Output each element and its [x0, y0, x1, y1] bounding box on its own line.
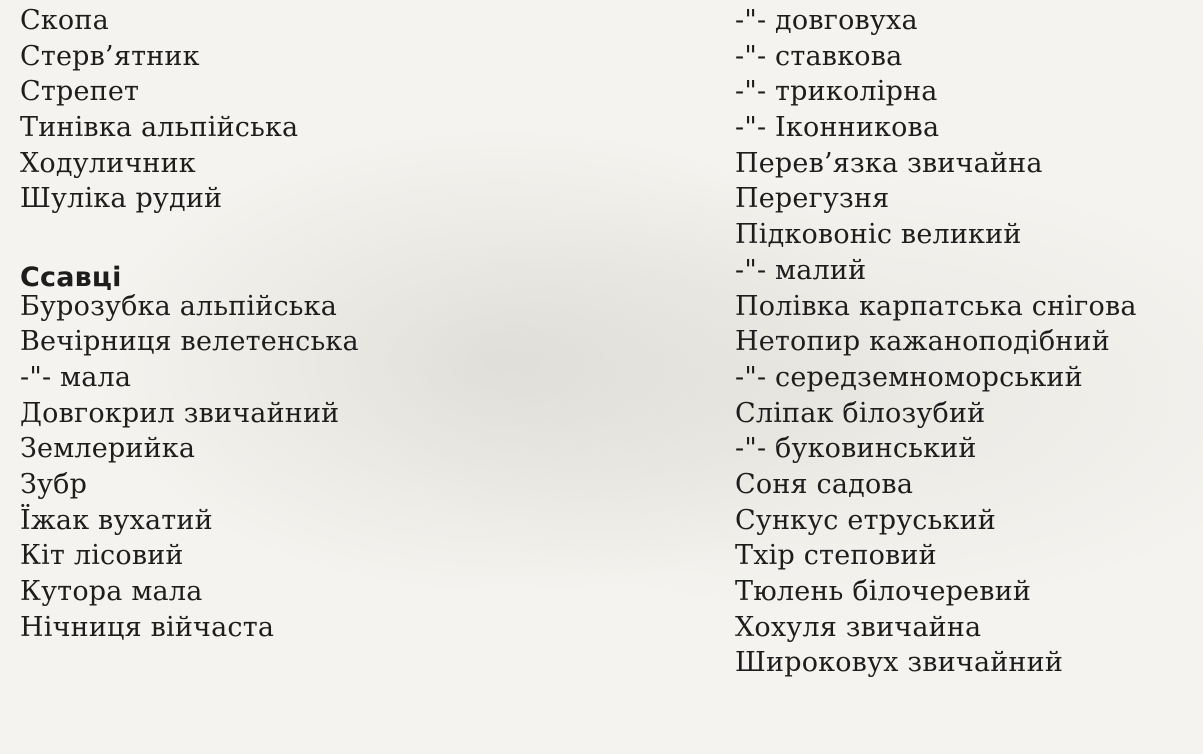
right-species-column: [735, 3, 1137, 681]
list-item: Ходуличник: [20, 147, 196, 179]
list-item: Тхір степовий: [735, 540, 937, 572]
section-gap: [20, 217, 359, 253]
list-item: Кутора мала: [20, 576, 203, 607]
list-item: Сліпак білозубий: [735, 397, 986, 429]
list-item: Нічниця війчаста: [20, 611, 275, 643]
list-item: Бурозубка альпійська: [20, 290, 338, 322]
list-item: Вечірниця велетенська: [20, 326, 359, 358]
list-item: Сункус етруський: [735, 504, 996, 536]
list-item: Скопа: [20, 5, 109, 36]
list-item: -"- малий: [735, 254, 867, 286]
list-item: Хохуля звичайна: [735, 611, 982, 643]
list-item: -"- триколірна: [735, 76, 938, 108]
list-item: -"- мала: [20, 361, 132, 393]
list-item: Кіт лісовий: [20, 540, 184, 572]
list-item: -"- середземноморський: [735, 361, 1083, 393]
list-item: -"- буковинський: [735, 433, 977, 465]
list-item: Соня садова: [735, 468, 914, 500]
list-item: Тинівка альпійська: [20, 112, 299, 144]
list-item: Широковух звичайний: [735, 647, 1064, 679]
list-item: Підковоніс великий: [735, 219, 1022, 251]
list-item: Стерв’ятник: [20, 40, 200, 72]
list-item: Перегузня: [735, 183, 890, 215]
list-item: Тюлень білочеревий: [735, 576, 1032, 607]
list-item: Шуліка рудий: [20, 183, 223, 215]
section-heading-mammals: Ссавці: [20, 261, 122, 293]
list-item: Їжак вухатий: [20, 504, 213, 536]
list-item: -"- ставкова: [735, 40, 903, 72]
list-item: Стрепет: [20, 76, 140, 108]
list-item: Землерийка: [20, 433, 196, 465]
list-item: Зубр: [20, 468, 88, 500]
list-item: Нетопир кажаноподібний: [735, 326, 1110, 358]
list-item: -"- Іконникова: [735, 112, 940, 144]
list-item: Полівка карпатська снігова: [735, 290, 1137, 322]
list-item: Перев’язка звичайна: [735, 147, 1043, 179]
list-item: Довгокрил звичайний: [20, 397, 340, 429]
list-item: -"- довговуха: [735, 5, 918, 36]
left-species-column: [20, 3, 359, 645]
